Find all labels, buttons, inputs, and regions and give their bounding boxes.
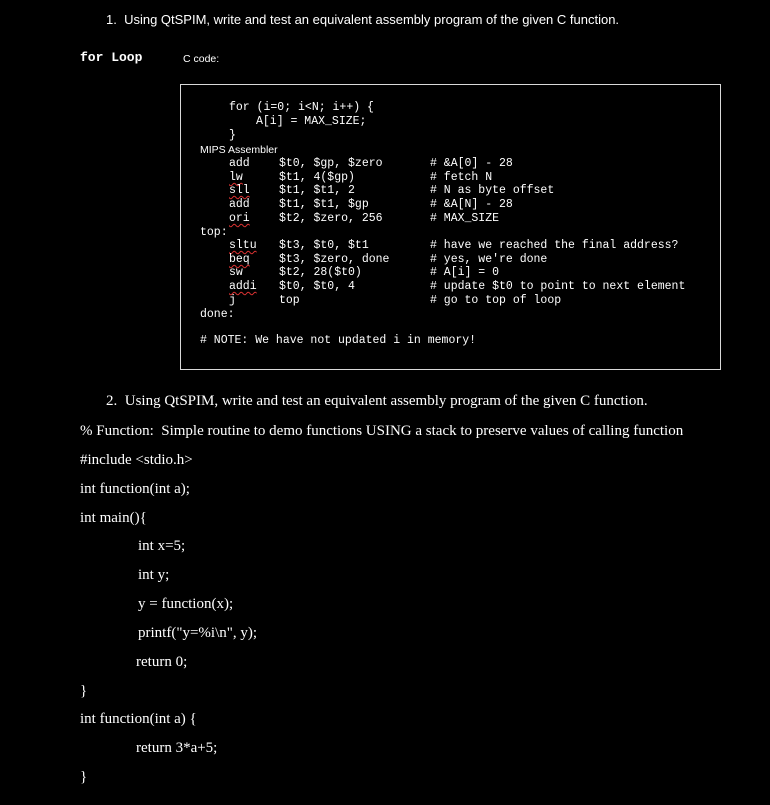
c-return-line: return 0; <box>136 654 188 670</box>
asm-args: top <box>279 294 300 307</box>
c-close-brace: } <box>80 683 88 699</box>
asm-args: $t0, $t0, 4 <box>279 280 355 293</box>
c-main-line: int main(){ <box>80 510 147 526</box>
asm-comment: # &A[N] - 28 <box>430 198 513 211</box>
c-body-line: y = function(x); <box>138 596 234 612</box>
asm-op: add <box>229 198 250 211</box>
q1-heading: 1. Using QtSPIM, write and test an equivalent assembly program of the given C function. <box>106 12 620 27</box>
asm-comment: # have we reached the final address? <box>430 239 679 252</box>
asm-comment: # yes, we're done <box>430 253 548 266</box>
for-loop-label: for Loop <box>80 50 143 65</box>
top-label: top: <box>200 226 228 239</box>
c-line-assign: A[i] = MAX_SIZE; <box>256 115 367 128</box>
q2-heading: 2. Using QtSPIM, write and test an equivalent assembly program of the given C function. <box>106 393 648 409</box>
asm-comment: # fetch N <box>430 171 493 184</box>
asm-op: add <box>229 157 250 170</box>
c-body-line: int x=5; <box>138 538 186 554</box>
asm-args: $t3, $zero, done <box>279 253 390 266</box>
asm-args: $t0, $gp, $zero <box>279 157 383 170</box>
asm-comment: # update $t0 to point to next element <box>430 280 686 293</box>
c-include-line: #include <stdio.h> <box>80 452 193 468</box>
asm-args: $t2, $zero, 256 <box>279 212 383 225</box>
asm-comment: # MAX_SIZE <box>430 212 500 225</box>
asm-args: $t1, $t1, 2 <box>279 184 355 197</box>
c-close-brace: } <box>80 769 88 785</box>
asm-op: sw <box>229 266 243 279</box>
asm-header: MIPS Assembler <box>200 144 278 156</box>
asm-op: ori <box>229 212 250 225</box>
asm-op: lw <box>229 171 243 184</box>
c-return-line: return 3*a+5; <box>136 740 218 756</box>
c-line-close: } <box>229 129 236 142</box>
asm-op: sll <box>229 184 250 197</box>
asm-comment: # N as byte offset <box>430 184 555 197</box>
asm-args: $t1, $t1, $gp <box>279 198 369 211</box>
asm-op: beq <box>229 253 250 266</box>
asm-op: j <box>229 294 236 307</box>
asm-args: $t2, 28($t0) <box>279 266 362 279</box>
asm-comment: # go to top of loop <box>430 294 562 307</box>
c-prototype-line: int function(int a); <box>80 481 190 497</box>
c-code-label: C code: <box>183 53 220 65</box>
asm-op: sltu <box>229 239 257 252</box>
asm-note: # NOTE: We have not updated i in memory! <box>200 334 477 347</box>
c-function-line: int function(int a) { <box>80 711 197 727</box>
asm-comment: # A[i] = 0 <box>430 266 500 279</box>
c-line-for: for (i=0; i<N; i++) { <box>229 101 374 114</box>
c-body-line: int y; <box>138 567 170 583</box>
asm-comment: # &A[0] - 28 <box>430 157 513 170</box>
done-label: done: <box>200 308 235 321</box>
asm-op: addi <box>229 280 257 293</box>
asm-args: $t3, $t0, $t1 <box>279 239 369 252</box>
asm-args: $t1, 4($gp) <box>279 171 355 184</box>
c-body-line: printf("y=%i\n", y); <box>138 625 258 641</box>
c-comment-line: % Function: Simple routine to demo functions USING a stack to preserve values of calling function <box>80 423 684 439</box>
